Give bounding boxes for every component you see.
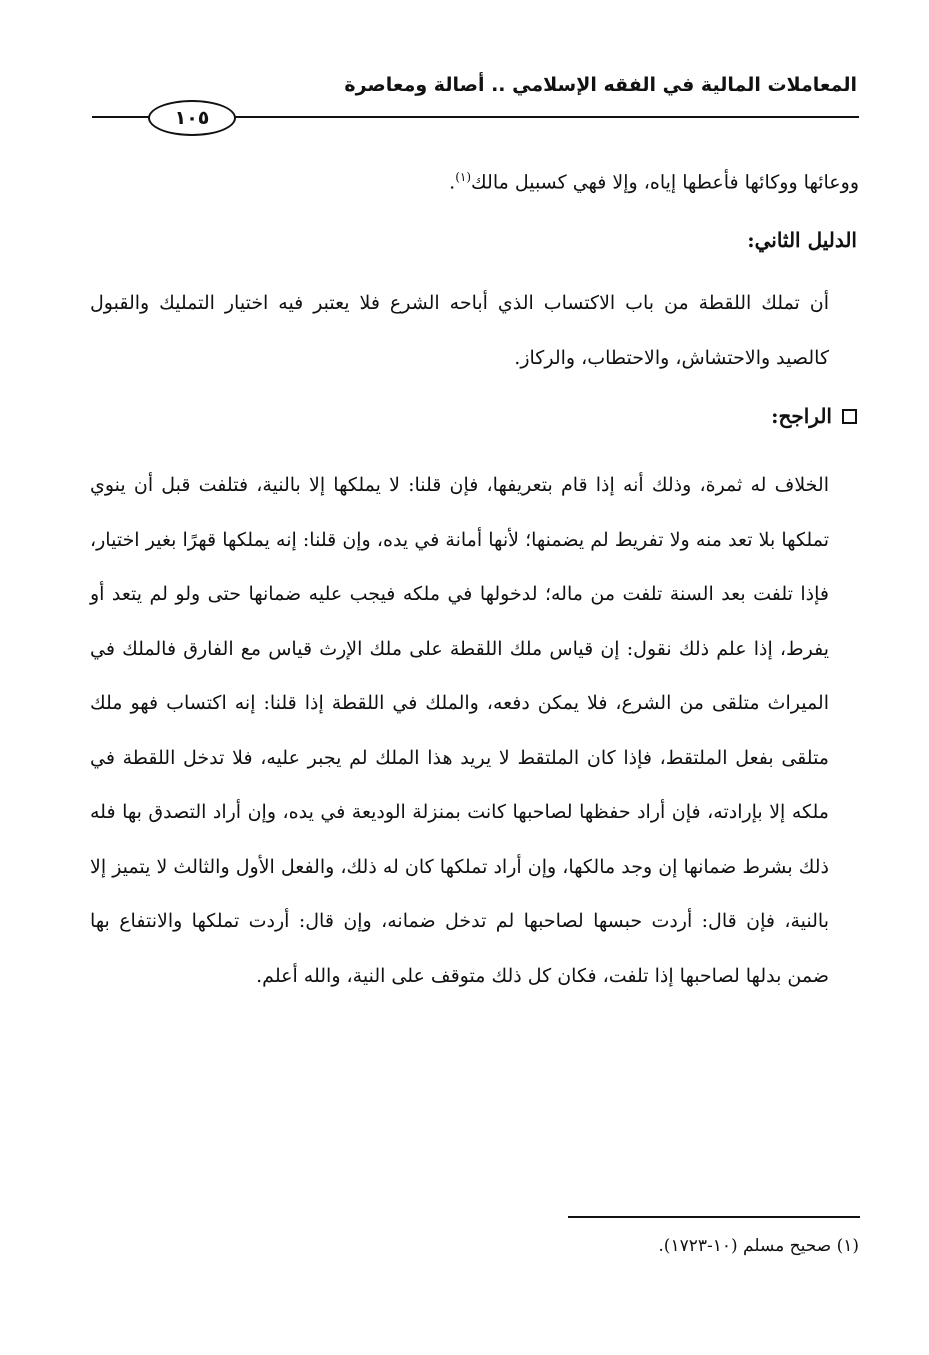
preferred-heading-row [771,404,857,428]
page-number: ١٠٥ [148,100,236,136]
footnote-separator [568,1216,860,1218]
running-title: المعاملات المالية في الفقه الإسلامي .. أصالة ومعاصرة [344,74,857,96]
continuation-text: ووعائها ووكائها فأعطها إياه، وإلا فهي كسبيل مالك [471,171,859,194]
hollow-square-icon [842,409,857,424]
footnote-text: صحيح مسلم (١٠-١٧٢٣). [658,1236,832,1256]
footnote-marker: (١) [836,1236,859,1256]
preferred-heading: الراجح: [771,404,832,428]
second-evidence-paragraph: أن تملك اللقطة من باب الاكتساب الذي أباحه الشرع فلا يعتبر فيه اختيار التمليك والقبول كالصيد والاحتشاش، والاحتطاب، والركاز. [90,292,829,369]
footnote-reference[interactable]: (١) [455,170,472,184]
second-evidence-heading: الدليل الثاني: [747,228,857,252]
footnote [658,1236,859,1256]
continuation-end: . [449,171,456,194]
continuation-paragraph [90,150,859,210]
preferred-paragraph: الخلاف له ثمرة، وذلك أنه إذا قام بتعريفها، فإن قلنا: لا يملكها إلا بالنية، فتلفت قبل أن ينوي تملكها بلا تعد منه ولا تفريط لم يضمنها؛ لأنها أمانة في يده، وإن قلنا: إنه يملكها قهرًا بغير اختيار، فإذا تلفت بعد السنة تلفت من ماله؛ لدخولها في ملكه فيجب عليه ضمانها حتى ولو لم يتعد أو يفرط، إذا علم ذلك نقول: إن قياس ملك اللقطة على ملك الإرث قياس مع الفارق فالملك في الميراث متلقى من الشرع، فلا يمكن دفعه، والملك في اللقطة إذا قلنا: إنه اكتساب فهو ملك متلقى بفعل الملتقط، فإذا كان الملتقط لا يريد هذا الملك لم يجبر عليه، فلا تدخل اللقطة في ملكه إلا بإرادته، فإن أراد حفظها لصاحبها كانت بمنزلة الوديعة في يده، وإن أراد التصدق بها فله ذلك بشرط ضمانها إن وجد مالكها، وإن أراد تملكها كان له ذلك، والفعل الأول والثالث لا يتميز إلا بالنية، فإن قال: أردت حبسها لصاحبها لم تدخل ضمانه، وإن قال: أردت تملكها والانتفاع بها ضمن بدلها لصاحبها إذا تلفت، فكان كل ذلك متوقف على النية، والله أعلم. [90,474,829,987]
